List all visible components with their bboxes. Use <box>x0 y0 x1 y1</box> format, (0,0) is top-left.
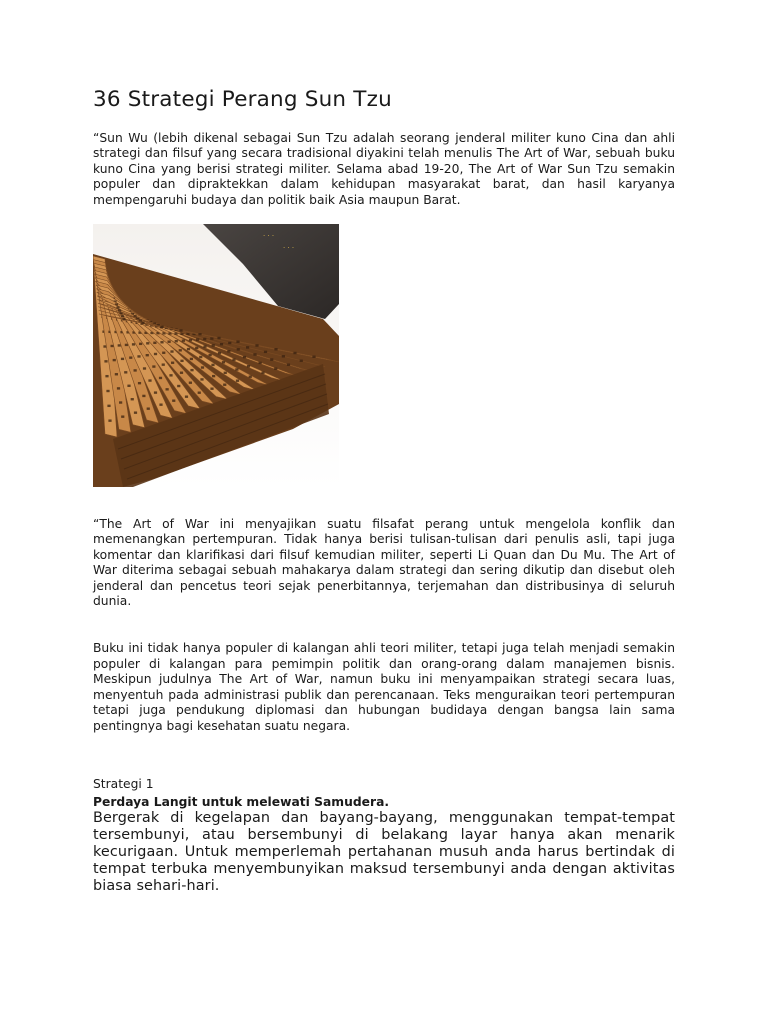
slat-character <box>172 400 175 402</box>
slat-character <box>300 360 303 362</box>
slat-character <box>227 350 230 352</box>
slat-character <box>270 358 273 360</box>
slat-character <box>162 363 165 365</box>
slat-character <box>211 364 214 366</box>
slat-character <box>129 356 132 358</box>
slat-character <box>274 348 277 350</box>
slat-character <box>200 378 203 380</box>
slat-character <box>190 358 193 360</box>
slat-character <box>119 401 122 403</box>
slat-character <box>212 344 215 346</box>
slat-character <box>243 356 246 358</box>
slat-character <box>218 352 221 354</box>
slat-character <box>139 320 142 322</box>
slat-character <box>198 333 201 335</box>
slat-character <box>189 339 192 341</box>
slat-character <box>146 342 149 344</box>
slat-character <box>153 342 156 344</box>
slat-character <box>159 404 162 406</box>
slat-character <box>209 354 212 356</box>
slat-character <box>201 366 204 368</box>
slat-character <box>203 338 206 340</box>
document-page <box>93 86 675 895</box>
slat-character <box>121 358 124 360</box>
slat-character <box>148 379 151 381</box>
slat-character <box>274 368 277 370</box>
slat-character <box>261 372 264 374</box>
slat-character <box>147 408 150 410</box>
strategy-heading: Strategi 1 <box>93 776 154 791</box>
slat-character <box>166 388 169 390</box>
slat-character <box>282 355 285 357</box>
slat-character <box>246 346 249 348</box>
slat-character <box>106 390 109 392</box>
slat-character <box>232 359 235 361</box>
slat-character <box>137 355 140 357</box>
slat-character <box>116 306 119 308</box>
slat-character <box>118 309 121 311</box>
slat-character <box>196 338 199 340</box>
slat-character <box>287 364 290 366</box>
art-of-war-paragraph: “The Art of War ini menyajikan suatu filsafat perang untuk mengelola konflik dan memenangkan pertempuran. Tidak hanya berisi tulisan-tulisan dari penulis asli, tapi juga komentar dan klarifikasi dari filsuf kemudian militer, seperti Li Quan dan Du Mu. The Art of War diterima sebagai sebuah mahakarya dalam strategi dan sering dikutip dan disebut oleh jenderal dan pencetus teori sejak penerbitannya, terjemahan dan distribusinya di seluruh dunia. <box>93 517 675 609</box>
slat-character <box>210 337 213 339</box>
slat-character <box>199 356 202 358</box>
slat-character <box>121 416 124 418</box>
slat-character <box>259 362 262 364</box>
slat-character <box>180 372 183 374</box>
slat-character <box>224 372 227 374</box>
slat-character <box>122 318 125 320</box>
slat-character <box>117 387 120 389</box>
slat-character <box>160 326 163 328</box>
popularity-paragraph: Buku ini tidak hanya populer di kalangan ahli teori militer, tetapi juga telah menjadi semakin populer di kalangan para pemimpin politik dan orang-orang dalam manajemen bisnis. Meskipun judulnya The Art of War, namun buku ini menyampaikan strategi secara luas, menyentuh pada administrasi publik dan perencanaan. Teks menguraikan teori pertempuran tetapi juga pendukung diplomasi dan hubungan budidaya dengan bangsa lain sama pentingnya bagi kesehatan suatu negara. <box>93 641 675 733</box>
slat-character <box>107 405 110 407</box>
slat-character <box>141 322 144 324</box>
slat-character <box>104 360 107 362</box>
slat-character <box>212 375 215 377</box>
slat-character <box>177 385 180 387</box>
slat-character <box>171 362 174 364</box>
intro-paragraph: “Sun Wu (lebih dikenal sebagai Sun Tzu adalah seorang jenderal militer kuno Cina dan ahli strategi dan filsuf yang secara tradisional diyakini telah menulis The Art of War, sebuah buku kuno Cina yang berisi strategi militer. Selama abad 19-20, The Art of War Sun Tzu semakin populer dan dipraktekkan dalam kehidupan masyarakat barat, dan hasil karyanya mempengaruhi budaya dan politik baik Asia maupun Barat. <box>93 131 675 207</box>
slat-character <box>113 359 116 361</box>
slat-character <box>179 349 182 351</box>
bamboo-scroll-image <box>93 224 339 487</box>
slat-character <box>190 369 193 371</box>
slat-character <box>195 347 198 349</box>
slat-character <box>236 380 239 382</box>
slat-character <box>142 395 145 397</box>
slat-character <box>125 344 128 346</box>
slat-character <box>228 342 231 344</box>
slat-character <box>134 412 137 414</box>
slat-character <box>236 341 239 343</box>
slat-character <box>154 353 157 355</box>
slat-character <box>160 341 163 343</box>
slat-character <box>127 385 130 387</box>
slat-character <box>312 356 315 358</box>
document-title: 36 Strategi Perang Sun Tzu <box>93 87 392 112</box>
slat-character <box>198 392 201 394</box>
slat-character <box>253 353 256 355</box>
slat-character <box>235 368 238 370</box>
slat-character <box>255 344 258 346</box>
slat-character <box>143 367 146 369</box>
slat-character <box>217 337 220 339</box>
slat-character <box>134 369 137 371</box>
slat-character <box>132 343 135 345</box>
slat-character <box>249 376 252 378</box>
slat-character <box>182 339 185 341</box>
strategy-body: Bergerak di kegelapan dan bayang-bayang, menggunakan tempat-tempat tersembunyi, atau bersembunyi di belakang layar hanya akan menarik kecurigaan. Untuk memperlemah pertahanan musuh anda harus bertindak di tempat terbuka menyembunyikan maksud tersembunyi anda dengan aktivitas biasa sehari-hari. <box>93 809 675 894</box>
svg-text:· · ·: · · · <box>283 244 295 253</box>
slat-character <box>247 365 250 367</box>
slat-character <box>124 371 127 373</box>
slat-character <box>222 361 225 363</box>
slat-character <box>131 398 134 400</box>
slat-character <box>139 343 142 345</box>
slat-character <box>115 373 118 375</box>
slat-character <box>180 360 183 362</box>
slat-character <box>152 365 155 367</box>
slat-character <box>118 344 121 346</box>
slat-character <box>119 312 122 314</box>
slat-character <box>138 382 141 384</box>
slat-character <box>237 348 240 350</box>
slat-character <box>170 350 173 352</box>
slat-character <box>154 391 157 393</box>
slat-character <box>179 329 182 331</box>
slat-character <box>210 388 213 390</box>
slat-character <box>105 375 108 377</box>
slat-character <box>108 419 111 421</box>
slat-character <box>223 384 226 386</box>
slat-character <box>187 348 190 350</box>
slat-character <box>159 377 162 379</box>
slat-character <box>185 396 188 398</box>
slat-character <box>220 343 223 345</box>
slat-character <box>203 345 206 347</box>
slat-character <box>293 352 296 354</box>
slat-character <box>168 341 171 343</box>
slat-character <box>175 340 178 342</box>
strategy-subtitle: Perdaya Langit untuk melewati Samudera. <box>93 794 390 809</box>
slat-character <box>121 315 124 317</box>
slat-character <box>264 351 267 353</box>
slat-character <box>162 352 165 354</box>
svg-text:· · ·: · · · <box>263 232 275 241</box>
slat-character <box>189 382 192 384</box>
slat-character <box>136 317 139 319</box>
slat-character <box>169 374 172 376</box>
slat-character <box>146 354 149 356</box>
